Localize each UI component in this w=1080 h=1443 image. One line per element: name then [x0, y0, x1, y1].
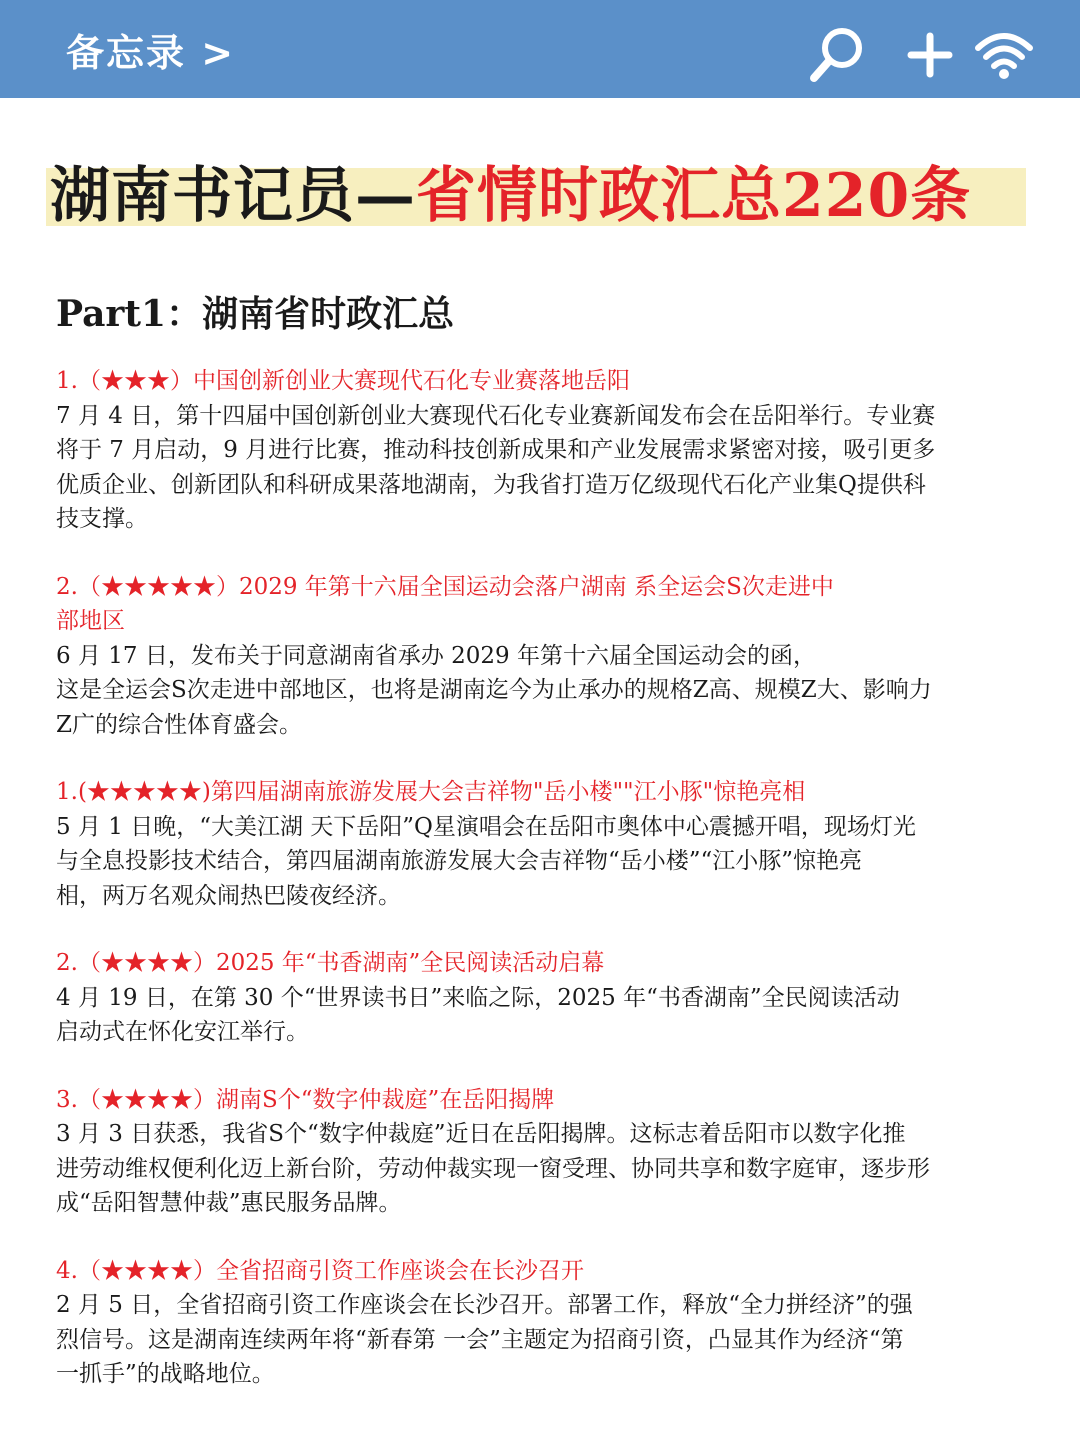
news-item	[56, 775, 1021, 913]
news-item-title	[56, 946, 1021, 981]
news-item	[56, 1254, 1021, 1392]
news-item-body	[56, 639, 1021, 743]
news-item-title-line: 1.（★★★）中国创新创业大赛现代石化专业赛落地岳阳	[56, 368, 630, 394]
news-item-body	[56, 1288, 1021, 1392]
news-item-body-line: 启动式在怀化安江举行。	[56, 1019, 309, 1045]
news-item-body-line: 相，两万名观众闹热巴陵夜经济。	[56, 882, 401, 909]
news-item-body-line: 将于 7 月启动，9 月进行比赛，推动科技创新成果和产业发展需求紧密对接，吸引更多	[56, 437, 936, 463]
news-item-title-line: 部地区	[56, 608, 125, 634]
news-item-title-line: 2.（★★★★）2025 年“书香湖南”全民阅读活动启幕	[56, 950, 605, 976]
news-item-body-line: 3 月 3 日获悉，我省S个“数字仲裁庭”近日在岳阳揭牌。这标志着岳阳市以数字化推	[56, 1121, 906, 1147]
news-item-body-line: 与全息投影技术结合，第四届湖南旅游发展大会吉祥物“岳小楼”“江小豚”惊艳亮	[56, 848, 863, 874]
news-item-body-line: 6 月 17 日，发布关于同意湖南省承办 2029 年第十六届全国运动会的函，	[56, 642, 816, 669]
news-list	[56, 364, 1021, 1425]
news-item-title	[56, 364, 1021, 399]
plus-icon[interactable]	[898, 22, 962, 86]
news-item	[56, 946, 1021, 1050]
title-red-part: 省情时政汇总220条	[416, 161, 972, 231]
news-item	[56, 570, 1021, 743]
wifi-icon[interactable]	[972, 22, 1036, 86]
news-item-body-line: 一抓手”的战略地位。	[56, 1361, 275, 1387]
news-item-body	[56, 399, 1021, 537]
back-button[interactable]: 备忘录 >	[66, 31, 236, 75]
search-icon[interactable]	[806, 22, 870, 86]
news-item-title	[56, 1083, 1021, 1118]
news-item-body-line: 7 月 4 日，第十四届中国创新创业大赛现代石化专业赛新闻发布会在岳阳举行。专业赛	[56, 402, 936, 429]
top-bar	[0, 0, 1080, 98]
news-item-body-line: 技支撑。	[56, 506, 148, 532]
news-item-title-line: 4.（★★★★）全省招商引资工作座谈会在长沙召开	[56, 1257, 584, 1284]
section-heading: Part1：湖南省时政汇总	[56, 293, 455, 335]
page-title	[46, 161, 1026, 231]
news-item-title-line: 2.（★★★★★）2029 年第十六届全国运动会落户湖南 系全运会S次走进中	[56, 573, 834, 600]
title-black-part: 湖南书记员—	[50, 161, 416, 231]
news-item-body-line: 4 月 19 日，在第 30 个“世界读书日”来临之际，2025 年“书香湖南”全民阅读活动	[56, 984, 900, 1011]
news-item-title	[56, 775, 1021, 810]
title-text	[50, 156, 971, 236]
news-item-body-line: 成“岳阳智慧仲裁”惠民服务品牌。	[56, 1190, 402, 1216]
news-item-body-line: 2 月 5 日，全省招商引资工作座谈会在长沙召开。部署工作，释放“全力拼经济”的强	[56, 1292, 913, 1318]
news-item-body-line: 进劳动维权便利化迈上新台阶，劳动仲裁实现一窗受理、协同共享和数字庭审，逐步形	[56, 1155, 930, 1182]
news-item-title-line: 1.(★★★★★)第四届湖南旅游发展大会吉祥物"岳小楼""江小豚"惊艳亮相	[56, 779, 806, 805]
news-item-body	[56, 810, 1021, 914]
news-item-title-line: 3.（★★★★）湖南S个“数字仲裁庭”在岳阳揭牌	[56, 1086, 555, 1113]
news-item-body-line: 5 月 1 日晚，“大美江湖 天下岳阳”Q星演唱会在岳阳市奥体中心震撼开唱，现场灯光	[56, 813, 916, 840]
news-item-body-line: Z广的综合性体育盛会。	[56, 711, 302, 738]
news-item-title	[56, 1254, 1021, 1289]
news-item-body	[56, 1117, 1021, 1221]
news-item-body-line: 优质企业、创新团队和科研成果落地湖南，为我省打造万亿级现代石化产业集Q提供科	[56, 471, 926, 498]
news-item	[56, 1083, 1021, 1221]
news-item	[56, 364, 1021, 537]
news-item-body-line: 这是全运会S次走进中部地区，也将是湖南迄今为止承办的规格Z高、规模Z大、影响力	[56, 677, 932, 703]
news-item-body	[56, 981, 1021, 1050]
news-item-title	[56, 570, 1021, 639]
news-item-body-line: 烈信号。这是湖南连续两年将“新春第 一会”主题定为招商引资，凸显其作为经济“第	[56, 1326, 904, 1353]
